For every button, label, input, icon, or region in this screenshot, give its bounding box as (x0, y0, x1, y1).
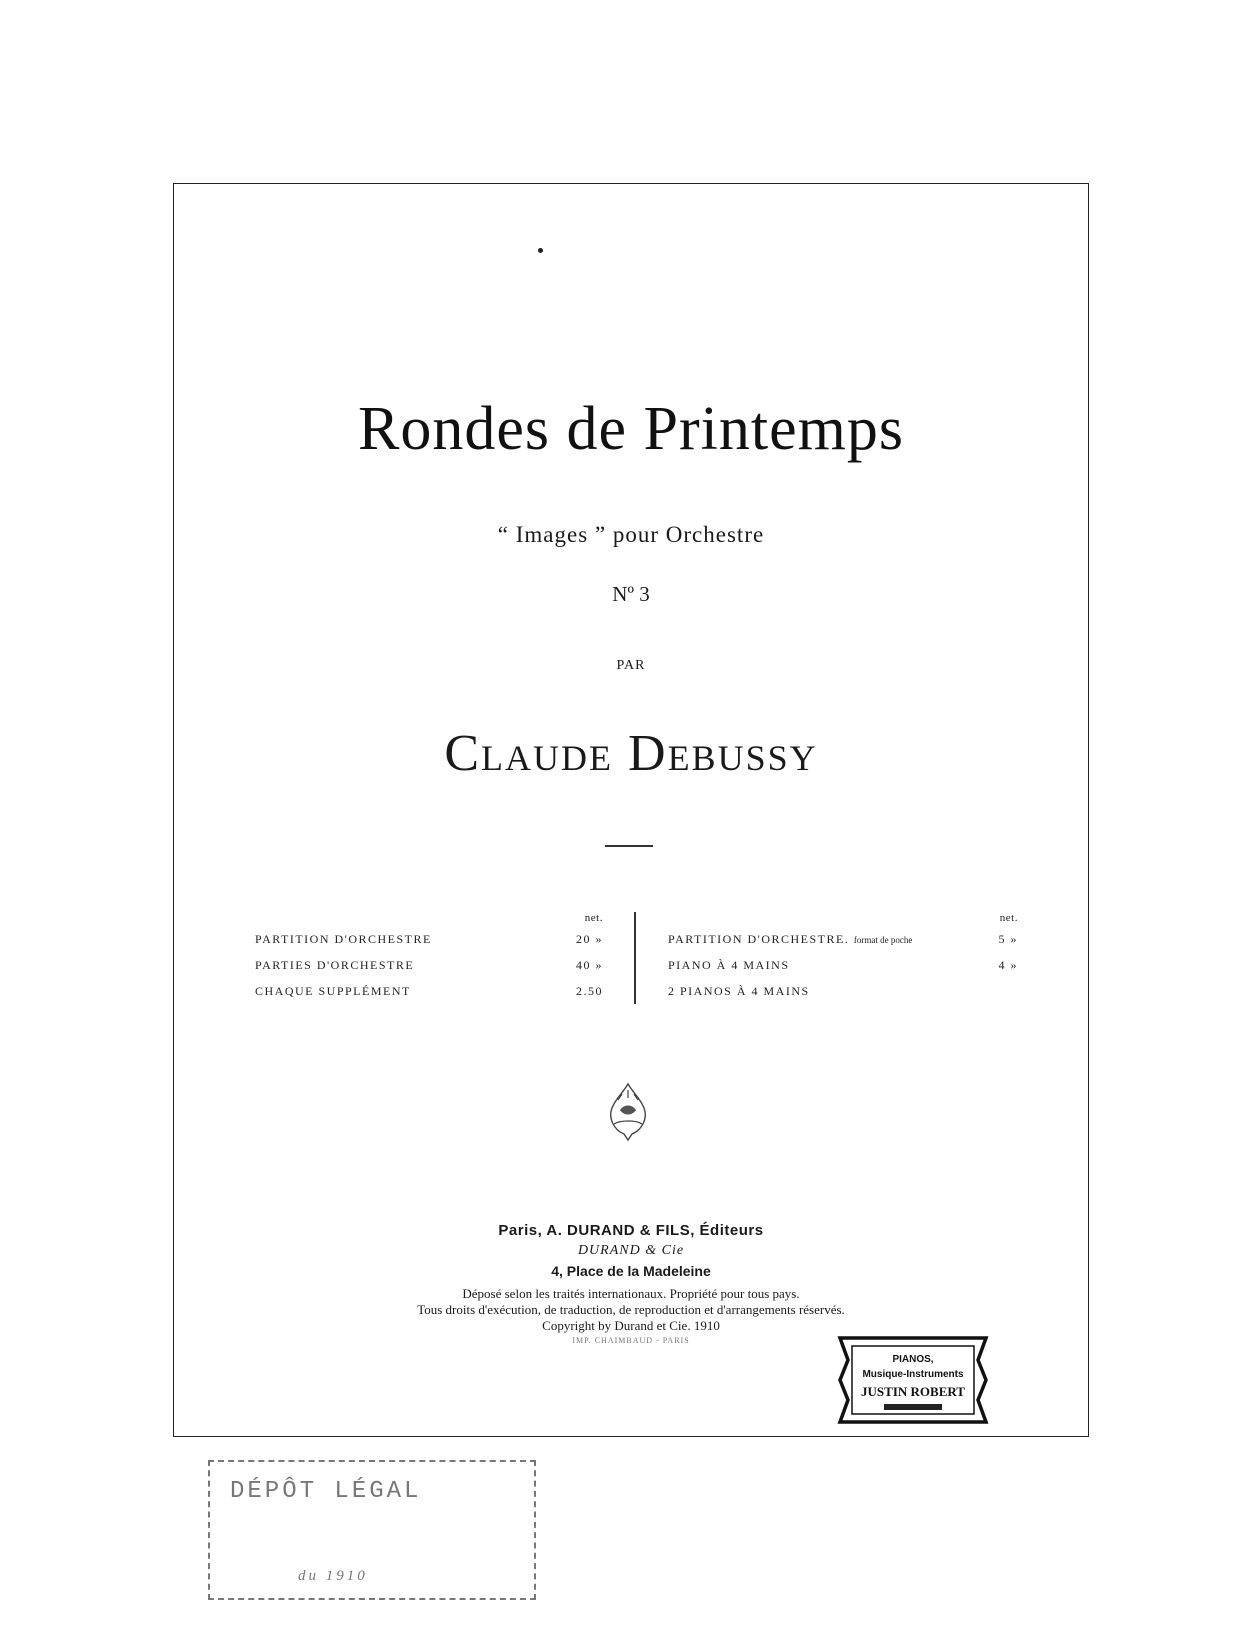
price-label: CHAQUE SUPPLÉMENT (255, 983, 411, 998)
price-label: PIANO À 4 MAINS (668, 957, 790, 972)
receipt-stamp-line4: du 1910 (298, 1568, 368, 1584)
net-label: net. (584, 912, 603, 924)
dealer-stamp (832, 1330, 994, 1430)
price-label: PARTITION D'ORCHESTRE (255, 931, 432, 946)
price-row (668, 978, 1018, 1004)
publisher-ornament-icon (602, 1080, 654, 1144)
rights-line: Déposé selon les traités internationaux. Propriété pour tous pays. (462, 1286, 800, 1301)
address-line: 4, Place de la Madeleine (551, 1263, 711, 1279)
price-value: 20 » (576, 931, 603, 946)
receipt-stamp (208, 1460, 536, 1600)
price-label: 2 PIANOS À 4 MAINS (668, 983, 810, 998)
price-value: 40 » (576, 957, 603, 972)
price-row (255, 978, 603, 1004)
price-row (255, 952, 603, 978)
price-label: PARTIES D'ORCHESTRE (255, 957, 415, 972)
publisher-alt-line: DURAND & Cie (577, 1243, 685, 1258)
price-list-right (668, 912, 1018, 1004)
by-label: PAR (616, 658, 646, 673)
price-label-text: PARTITION D'ORCHESTRE. (668, 931, 850, 946)
composer-name: Claude Debussy (444, 725, 818, 782)
dealer-stamp-line2: Musique-Instruments (862, 1369, 964, 1380)
work-title: Rondes de Printemps (358, 395, 904, 463)
net-label: net. (999, 912, 1018, 924)
price-value: 2.50 (576, 983, 603, 998)
work-number: Nº 3 (612, 582, 650, 606)
work-subtitle: “ Images ” pour Orchestre (497, 522, 765, 547)
price-row (255, 926, 603, 952)
price-label (668, 932, 912, 947)
price-note: format de poche (853, 934, 913, 945)
dealer-stamp-line3: JUSTIN ROBERT (861, 1384, 965, 1399)
price-value: 5 » (998, 931, 1018, 946)
price-value: 4 » (998, 957, 1018, 972)
copyright-line: Copyright by Durand et Cie. 1910 (542, 1318, 720, 1333)
receipt-stamp-line1: DÉPÔT LÉGAL (230, 1478, 422, 1505)
price-column-separator (634, 912, 636, 1004)
engraver-line: IMP. CHAIMBAUD - PARIS (572, 1336, 690, 1345)
divider-rule (605, 845, 653, 847)
price-row (668, 952, 1018, 978)
ink-dot (538, 248, 543, 253)
price-list-left (255, 912, 603, 1004)
publisher-line: Paris, A. DURAND & FILS, Éditeurs (498, 1222, 764, 1239)
dealer-stamp-line1: PIANOS, (892, 1354, 934, 1365)
price-row (668, 926, 1018, 952)
rights-line: Tous droits d'exécution, de traduction, de reproduction et d'arrangements réservés. (417, 1302, 845, 1317)
